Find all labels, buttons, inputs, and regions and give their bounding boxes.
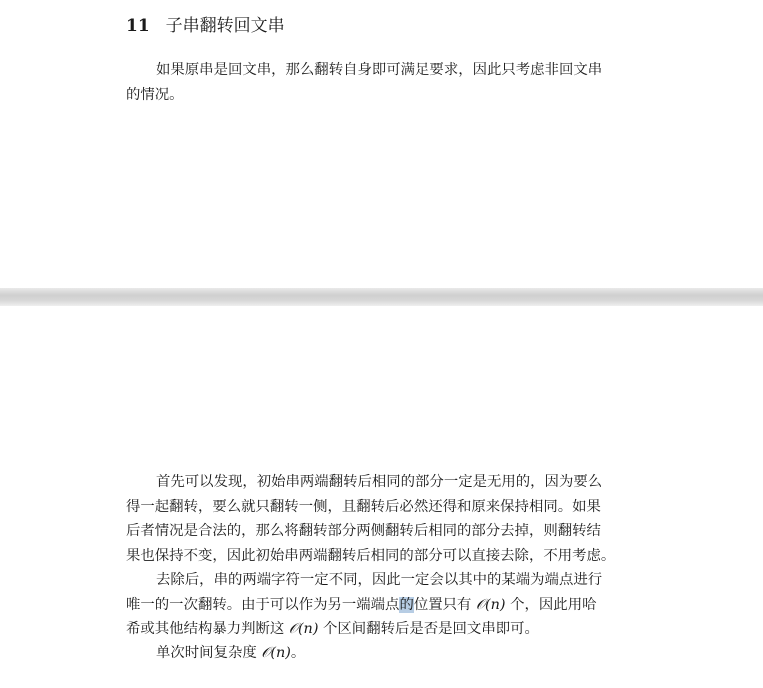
text-span: 单次时间复杂度	[156, 645, 262, 661]
text-line: 后者情况是合法的，那么将翻转部分两侧翻转后相同的部分去掉，则翻转结	[126, 523, 601, 539]
page-separator	[0, 288, 763, 306]
text-span: 位置只有	[413, 596, 476, 613]
section-number: 11	[126, 16, 150, 36]
text-span: 。	[290, 645, 306, 661]
math-big-o: 𝒪(n)	[475, 596, 506, 613]
text-selection-highlight[interactable]: 的	[399, 596, 414, 613]
text-line	[126, 593, 634, 618]
text-line	[126, 617, 634, 642]
text-line: 的情况。	[126, 86, 184, 103]
text-line: 果也保持不变，因此初始串两端翻转后相同的部分可以直接去除，不用考虑。	[126, 547, 616, 564]
pdf-page-top	[0, 0, 763, 288]
paragraph-intro	[126, 58, 634, 107]
paragraph-observation	[126, 470, 634, 568]
section-heading	[126, 14, 285, 38]
text-span: 个区间翻转后是否是回文串即可。	[318, 621, 539, 637]
text-span: 唯一的一次翻转。由于可以作为另一端端点	[126, 596, 400, 613]
text-line: 得一起翻转，要么就只翻转一侧，且翻转后必然还得和原来保持相同。如果	[126, 498, 601, 515]
paragraph-complexity	[126, 641, 634, 666]
text-span: 个，因此用哈	[505, 596, 597, 613]
text-line: 首先可以发现，初始串两端翻转后相同的部分一定是无用的，因为要么	[156, 474, 603, 490]
text-line	[126, 641, 634, 666]
text-span: 希或其他结构暴力判断这	[126, 621, 289, 637]
text-line: 如果原串是回文串，那么翻转自身即可满足要求，因此只考虑非回文串	[156, 62, 603, 78]
math-big-o: 𝒪(n)	[288, 621, 319, 637]
pdf-page-bottom	[0, 306, 763, 688]
section-title: 子串翻转回文串	[165, 16, 285, 36]
paragraph-method	[126, 568, 634, 642]
text-line: 去除后，串的两端字符一定不同，因此一定会以其中的某端为端点进行	[156, 572, 603, 588]
math-big-o: 𝒪(n)	[261, 645, 291, 661]
